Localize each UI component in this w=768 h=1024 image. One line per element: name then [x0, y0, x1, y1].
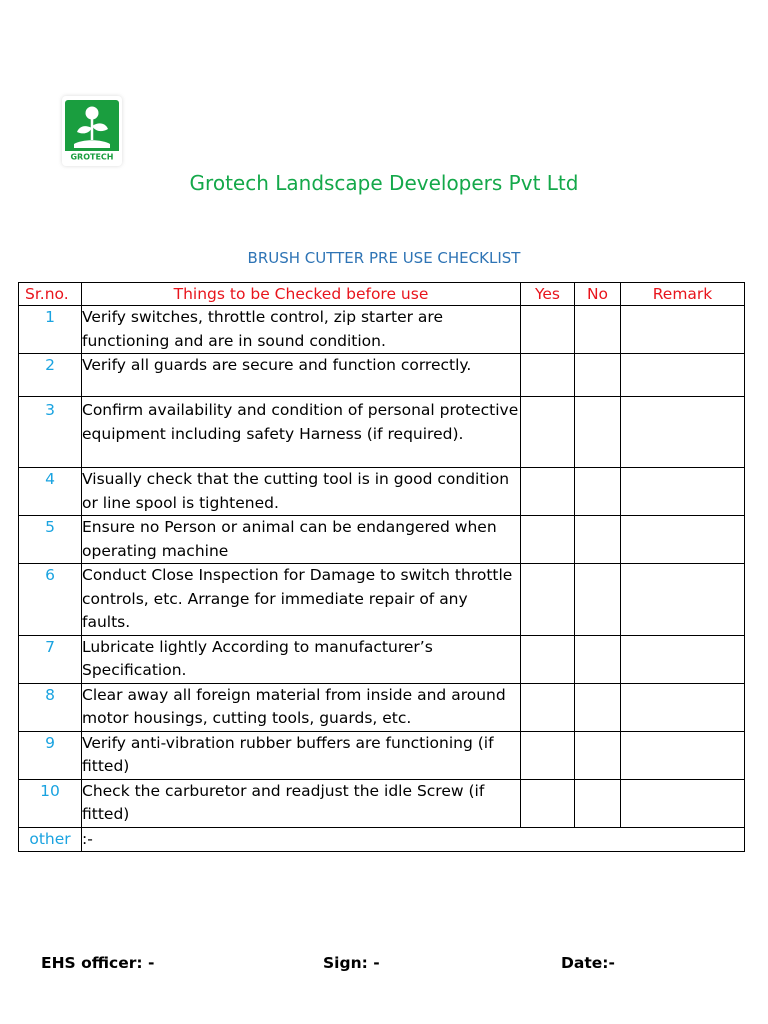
no-cell[interactable]	[575, 306, 621, 354]
row-item: Verify anti-vibration rubber buffers are functioning (if fitted)	[82, 731, 521, 779]
row-item: Lubricate lightly According to manufacturer’s Specification.	[82, 635, 521, 683]
header-row	[19, 283, 745, 306]
table-row	[19, 354, 745, 397]
remark-cell[interactable]	[621, 779, 745, 827]
row-sr: 10	[19, 779, 82, 827]
row-sr: 7	[19, 635, 82, 683]
table-row	[19, 564, 745, 636]
yes-cell[interactable]	[521, 683, 575, 731]
other-label: other	[19, 827, 82, 852]
header-sr-no: Sr.no.	[19, 283, 82, 306]
no-cell[interactable]	[575, 468, 621, 516]
no-cell[interactable]	[575, 397, 621, 468]
row-item: Check the carburetor and readjust the idle Screw (if fitted)	[82, 779, 521, 827]
row-item: Conduct Close Inspection for Damage to switch throttle controls, etc. Arrange for immediate repair of any faults.	[82, 564, 521, 636]
yes-cell[interactable]	[521, 397, 575, 468]
company-name: Grotech Landscape Developers Pvt Ltd	[189, 171, 579, 195]
other-row	[19, 827, 745, 852]
checklist-title: BRUSH CUTTER PRE USE CHECKLIST	[247, 249, 521, 267]
checklist-table	[18, 282, 745, 852]
remark-cell[interactable]	[621, 397, 745, 468]
row-sr: 1	[19, 306, 82, 354]
row-sr: 4	[19, 468, 82, 516]
table-row	[19, 779, 745, 827]
table-row	[19, 306, 745, 354]
logo-text: GROTECH	[70, 152, 114, 162]
row-item: Visually check that the cutting tool is in good condition or line spool is tightened.	[82, 468, 521, 516]
row-item: Verify all guards are secure and function correctly.	[82, 354, 521, 397]
header-remark: Remark	[621, 283, 745, 306]
table-row	[19, 516, 745, 564]
yes-cell[interactable]	[521, 564, 575, 636]
header-yes: Yes	[521, 283, 575, 306]
no-cell[interactable]	[575, 683, 621, 731]
row-item: Clear away all foreign material from inside and around motor housings, cutting tools, guards, etc.	[82, 683, 521, 731]
no-cell[interactable]	[575, 564, 621, 636]
no-cell[interactable]	[575, 779, 621, 827]
remark-cell[interactable]	[621, 683, 745, 731]
remark-cell[interactable]	[621, 635, 745, 683]
row-sr: 3	[19, 397, 82, 468]
table-row	[19, 468, 745, 516]
yes-cell[interactable]	[521, 468, 575, 516]
yes-cell[interactable]	[521, 635, 575, 683]
date-label: Date:-	[561, 954, 615, 972]
row-sr: 2	[19, 354, 82, 397]
no-cell[interactable]	[575, 731, 621, 779]
row-sr: 8	[19, 683, 82, 731]
remark-cell[interactable]	[621, 354, 745, 397]
company-logo	[62, 96, 122, 166]
row-item: Verify switches, throttle control, zip starter are functioning and are in sound condition.	[82, 306, 521, 354]
yes-cell[interactable]	[521, 731, 575, 779]
remark-cell[interactable]	[621, 306, 745, 354]
table-row	[19, 683, 745, 731]
remark-cell[interactable]	[621, 564, 745, 636]
header-item: Things to be Checked before use	[82, 283, 521, 306]
remark-cell[interactable]	[621, 516, 745, 564]
table-row	[19, 731, 745, 779]
row-item: Confirm availability and condition of personal protective equipment including safety Harness (if required).	[82, 397, 521, 468]
no-cell[interactable]	[575, 635, 621, 683]
row-item: Ensure no Person or animal can be endangered when operating machine	[82, 516, 521, 564]
table-row	[19, 635, 745, 683]
remark-cell[interactable]	[621, 468, 745, 516]
sign-label: Sign: -	[323, 954, 380, 972]
row-sr: 9	[19, 731, 82, 779]
remark-cell[interactable]	[621, 731, 745, 779]
yes-cell[interactable]	[521, 779, 575, 827]
row-sr: 5	[19, 516, 82, 564]
header-no: No	[575, 283, 621, 306]
no-cell[interactable]	[575, 516, 621, 564]
row-sr: 6	[19, 564, 82, 636]
table-row	[19, 397, 745, 468]
yes-cell[interactable]	[521, 354, 575, 397]
yes-cell[interactable]	[521, 516, 575, 564]
ehs-officer-label: EHS officer: -	[41, 954, 155, 972]
yes-cell[interactable]	[521, 306, 575, 354]
no-cell[interactable]	[575, 354, 621, 397]
other-entry[interactable]: :-	[82, 827, 745, 852]
